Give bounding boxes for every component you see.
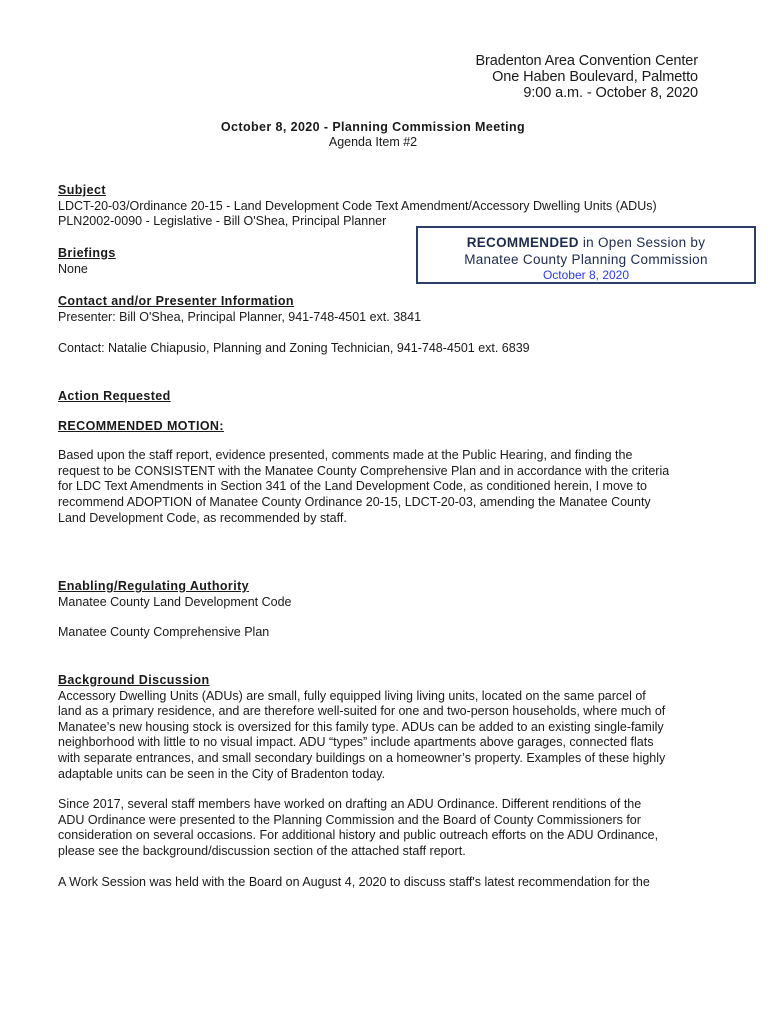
venue-address: One Haben Boulevard, Palmetto xyxy=(492,69,698,85)
stamp-open-session: in Open Session by xyxy=(578,235,706,250)
background-line: consideration on several occasions. For additional history and public outreach efforts on the ADU Ordinance, xyxy=(58,828,659,843)
background-paragraph-1 xyxy=(58,689,708,783)
venue-time-date: 9:00 a.m. - October 8, 2020 xyxy=(523,85,698,101)
background-line: Accessory Dwelling Units (ADUs) are small, fully equipped living living units, located on the same parcel of xyxy=(58,688,646,703)
subject-line-1: LDCT-20-03/Ordinance 20-15 - Land Development Code Text Amendment/Accessory Dwelling Units (ADUs) xyxy=(58,198,657,213)
background-line: Since 2017, several staff members have worked on drafting an ADU Ordinance. Different renditions of the xyxy=(58,797,642,812)
background-paragraph-3: A Work Session was held with the Board on August 4, 2020 to discuss staff's latest recommendation for the xyxy=(58,874,650,889)
briefings-section xyxy=(58,246,708,277)
motion-line: Land Development Code, as recommended by staff. xyxy=(58,510,347,525)
agenda-item: Agenda Item #2 xyxy=(328,135,418,149)
subject-line-2: PLN2002-0090 - Legislative - Bill O'Shea, Principal Planner xyxy=(58,214,387,229)
contact-section xyxy=(58,294,708,357)
authority-section xyxy=(58,579,708,641)
motion-text xyxy=(58,448,708,526)
background-line: adaptable units can be seen in the City of Bradenton today. xyxy=(58,766,386,781)
background-section xyxy=(58,673,708,890)
background-heading: Background Discussion xyxy=(58,673,210,687)
motion-heading: RECOMMENDED MOTION: xyxy=(58,418,224,433)
briefings-value: None xyxy=(58,261,88,276)
meeting-title: October 8, 2020 - Planning Commission Meeting xyxy=(220,120,526,134)
motion-line: request to be CONSISTENT with the Manatee County Comprehensive Plan and in accordance with the criteria xyxy=(58,463,670,478)
motion-line: recommend ADOPTION of Manatee County Ordinance 20-15, LDCT-20-03, amending the Manatee County xyxy=(58,494,651,509)
presenter-info: Presenter: Bill O'Shea, Principal Planner, 941-748-4501 ext. 3841 xyxy=(58,309,422,324)
background-paragraph-2 xyxy=(58,797,708,859)
contact-info: Contact: Natalie Chiapusio, Planning and Zoning Technician, 941-748-4501 ext. 6839 xyxy=(58,341,530,356)
meeting-header xyxy=(0,120,746,150)
background-line: neighborhood with little to no visual impact. ADU “types” include apartments above garages, connected flats xyxy=(58,735,654,750)
subject-heading: Subject xyxy=(58,183,106,197)
stamp-date: October 8, 2020 xyxy=(542,268,630,282)
background-line: land as a primary residence, and are therefore well-suited for one and two-person households, where much of xyxy=(58,704,666,719)
background-line: Manatee’s new housing stock is oversized for this family type. ADUs can be added to an existing single-family xyxy=(58,719,664,734)
briefings-heading: Briefings xyxy=(58,246,116,260)
action-heading: Action Requested xyxy=(58,389,171,403)
stamp-line-2: Manatee County Planning Commission xyxy=(464,252,708,267)
action-section xyxy=(58,389,708,526)
contact-heading: Contact and/or Presenter Information xyxy=(58,294,294,308)
motion-line: for LDC Text Amendments in Section 341 of the Land Development Code, as conditioned herein, I move to xyxy=(58,479,648,494)
subject-section xyxy=(58,183,708,230)
background-line: please see the background/discussion section of the attached staff report. xyxy=(58,843,466,858)
venue-block xyxy=(475,53,698,101)
authority-item-ldc: Manatee County Land Development Code xyxy=(58,594,292,609)
background-line: ADU Ordinance were presented to the Planning Commission and the Board of County Commissioners for xyxy=(58,812,641,827)
authority-item-comp-plan: Manatee County Comprehensive Plan xyxy=(58,625,270,640)
motion-line: Based upon the staff report, evidence presented, comments made at the Public Hearing, and finding the xyxy=(58,448,633,463)
authority-heading: Enabling/Regulating Authority xyxy=(58,579,249,593)
background-line: with separate entrances, and small secondary buildings on a homeowner’s property. Examples of these highly xyxy=(58,750,666,765)
stamp-recommended: RECOMMENDED xyxy=(466,235,579,250)
venue-name: Bradenton Area Convention Center xyxy=(475,53,698,69)
